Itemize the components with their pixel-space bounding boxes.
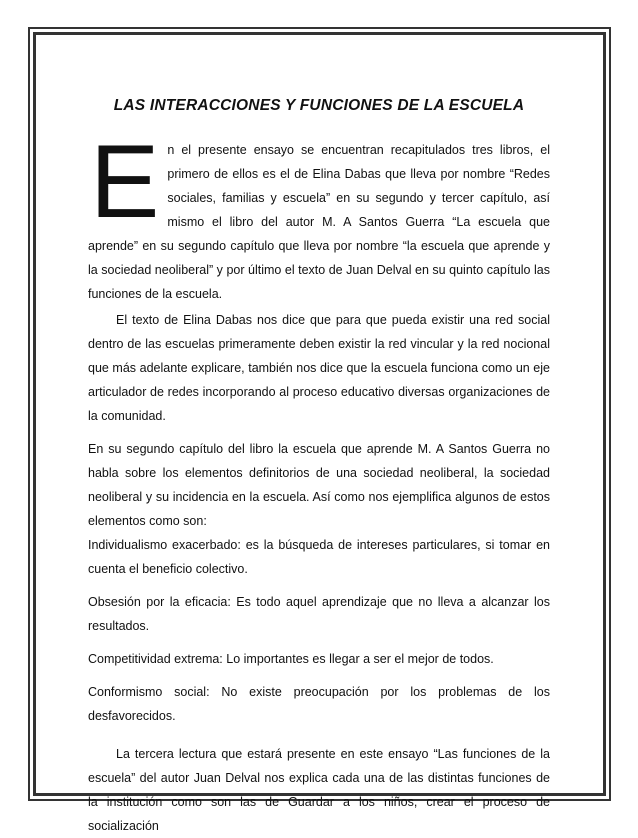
item-individualismo: Individualismo exacerbado: es la búsqueda de intereses particulares, si tomar en cuenta el beneficio colectivo.: [88, 538, 550, 576]
drop-cap: E: [90, 124, 160, 240]
paragraph-dabas: El texto de Elina Dabas nos dice que para que pueda existir una red social dentro de las escuelas primeramente deben existir la red vincular y la red nocional que más adelante explicare, también nos dice que la escuela funciona como un eje articulador de redes incorporando al proceso educativo diversas organizaciones de la comunidad.: [88, 313, 550, 423]
document-body: [88, 124, 550, 838]
intro-paragraph: [88, 124, 550, 306]
document-title: LAS INTERACCIONES Y FUNCIONES DE LA ESCUELA: [113, 97, 525, 114]
item-eficacia: Obsesión por la eficacia: Es todo aquel aprendizaje que no lleva a alcanzar los resultados.: [88, 595, 550, 633]
paragraph-delval: La tercera lectura que estará presente en este ensayo “Las funciones de la escuela” del autor Juan Delval nos explica cada una de las distintas funciones de la institución como son las de Guardar a los niños, crear el proceso de socialización: [88, 747, 550, 833]
item-competitividad: Competitividad extrema: Lo importantes es llegar a ser el mejor de todos.: [88, 652, 494, 666]
item-conformismo: Conformismo social: No existe preocupación por los problemas de los desfavorecidos.: [88, 685, 550, 723]
paragraph-santos-guerra: En su segundo capítulo del libro la escuela que aprende M. A Santos Guerra no habla sobre los elementos definitorios de una sociedad neoliberal, la sociedad neoliberal y su incidencia en la escuela. Así como nos ejemplifica algunos de estos elementos como son:: [88, 442, 550, 528]
intro-text: n el presente ensayo se encuentran recapitulados tres libros, el primero de ellos es el de Elina Dabas que lleva por nombre “Redes sociales, familias y escuela” en su segundo y tercer capítulo, así mismo el libro del autor M. A Santos Guerra “La escuela que aprende” en su segundo capítulo que lleva por nombre “la escuela que aprende y la sociedad neoliberal” y por último el texto de Juan Delval en su quinto capítulo las funciones de la escuela.: [88, 143, 550, 301]
